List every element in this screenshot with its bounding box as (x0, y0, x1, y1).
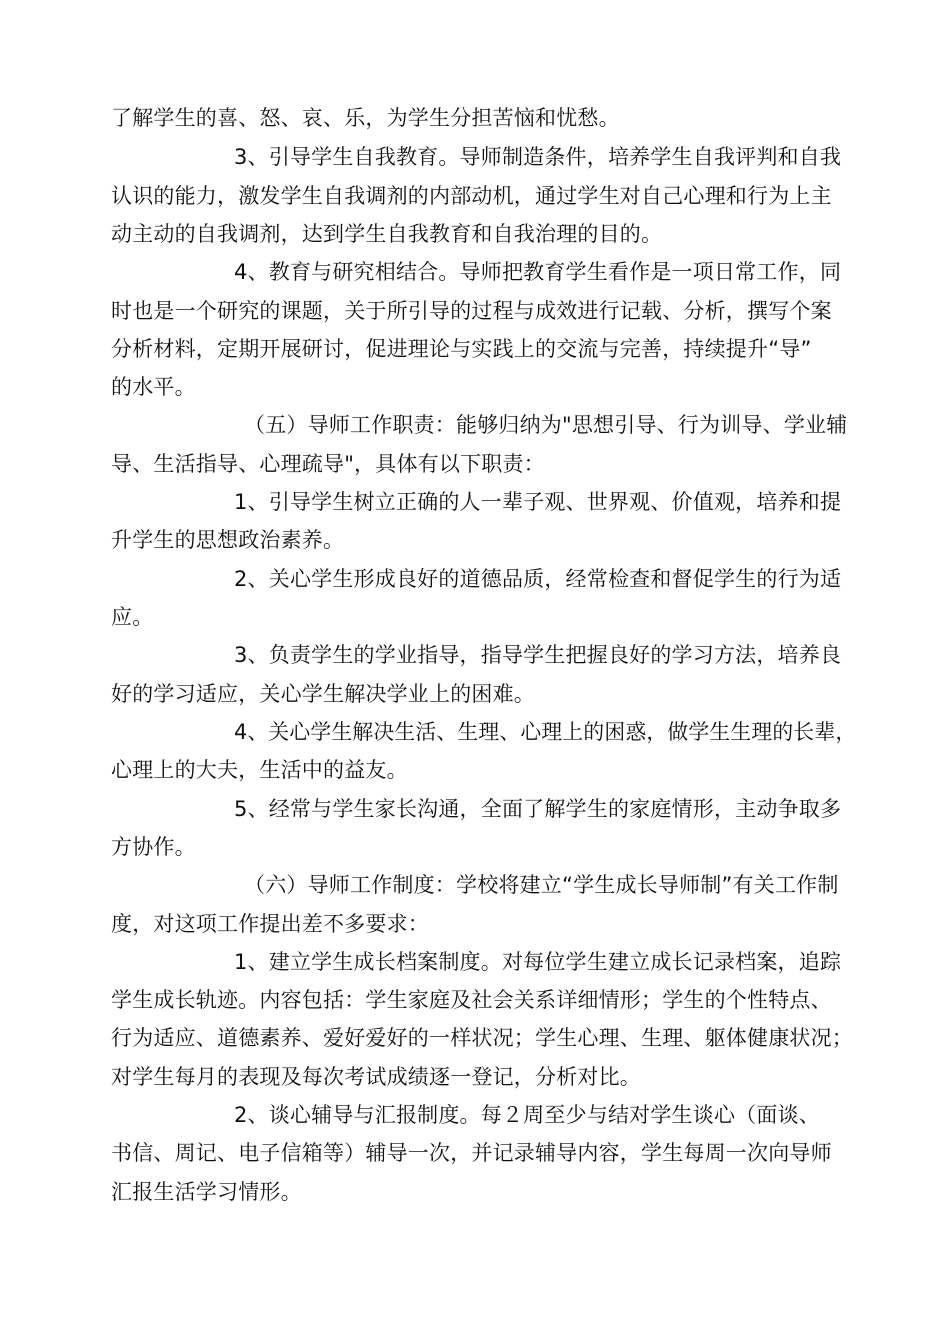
text-line: 了解学生的喜、怒、哀、乐，为学生分担苦恼和忧愁。 (111, 106, 620, 130)
text-line: 对学生每月的表现及每次考试成绩逐一登记，分析对比。 (111, 1065, 641, 1089)
text-line: 的水平。 (111, 375, 196, 399)
text-line: 方协作。 (111, 835, 196, 859)
text-line: 时也是一个研究的课题，关于所引导的过程与成效进行记载、分析，撰写个案 (111, 299, 832, 323)
text-line: 1、建立学生成长档案制度。对每位学生建立成长记录档案，追踪 (234, 950, 842, 974)
text-line: 3、引导学生自我教育。导师制造条件，培养学生自我评判和自我 (234, 145, 842, 169)
text-line: 汇报生活学习情形。 (111, 1180, 302, 1204)
text-line: 好的学习适应，关心学生解决学业上的困难。 (111, 682, 535, 706)
text-line: 5、经常与学生家长沟通，全面了解学生的家庭情形，主动争取多 (234, 797, 842, 821)
text-line: 行为适应、道德素养、爱好爱好的一样状况；学生心理、生理、躯体健康状况； (111, 1026, 853, 1050)
text-line: 书信、周记、电子信箱等）辅导一次，并记录辅导内容，学生每周一次向导师 (111, 1141, 832, 1165)
text-line: 认识的能力，激发学生自我调剂的内部动机，通过学生对自己心理和行为上主 (111, 184, 832, 208)
text-line: 2、谈心辅导与汇报制度。每２周至少与结对学生谈心（面谈、 (234, 1103, 820, 1127)
text-line: 导、生活指导、心理疏导"，具体有以下职责： (111, 452, 545, 476)
section-heading: （五）导师工作职责：能够归纳为"思想引导、行为训导、学业辅 (244, 413, 848, 437)
text-line: 学生成长轨迹。内容包括：学生家庭及社会关系详细情形；学生的个性特点、 (111, 988, 832, 1012)
text-line: 1、引导学生树立正确的人一辈子观、世界观、价值观，培养和提 (234, 490, 842, 514)
text-line: 分析材料，定期开展研讨，促进理论与实践上的交流与完善，持续提升“导” (111, 337, 812, 361)
text-line: 动主动的自我调剂，达到学生自我教育和自我治理的目的。 (111, 222, 663, 246)
text-line: 4、关心学生解决生活、生理、心理上的困惑，做学生生理的长辈， (234, 720, 857, 744)
text-line: 3、负责学生的学业指导，指导学生把握良好的学习方法，培养良 (234, 643, 842, 667)
text-line: 2、关心学生形成良好的道德品质，经常检查和督促学生的行为适 (234, 567, 842, 591)
text-line: 4、教育与研究相结合。导师把教育学生看作是一项日常工作，同 (234, 260, 842, 284)
text-line: 升学生的思想政治素养。 (111, 528, 345, 552)
text-line: 度，对这项工作提出差不多要求： (111, 912, 429, 936)
text-line: 心理上的大夫，生活中的益友。 (111, 758, 408, 782)
text-line: 应。 (111, 605, 154, 629)
section-heading: （六）导师工作制度：学校将建立“学生成长导师制”有关工作制 (244, 873, 839, 897)
